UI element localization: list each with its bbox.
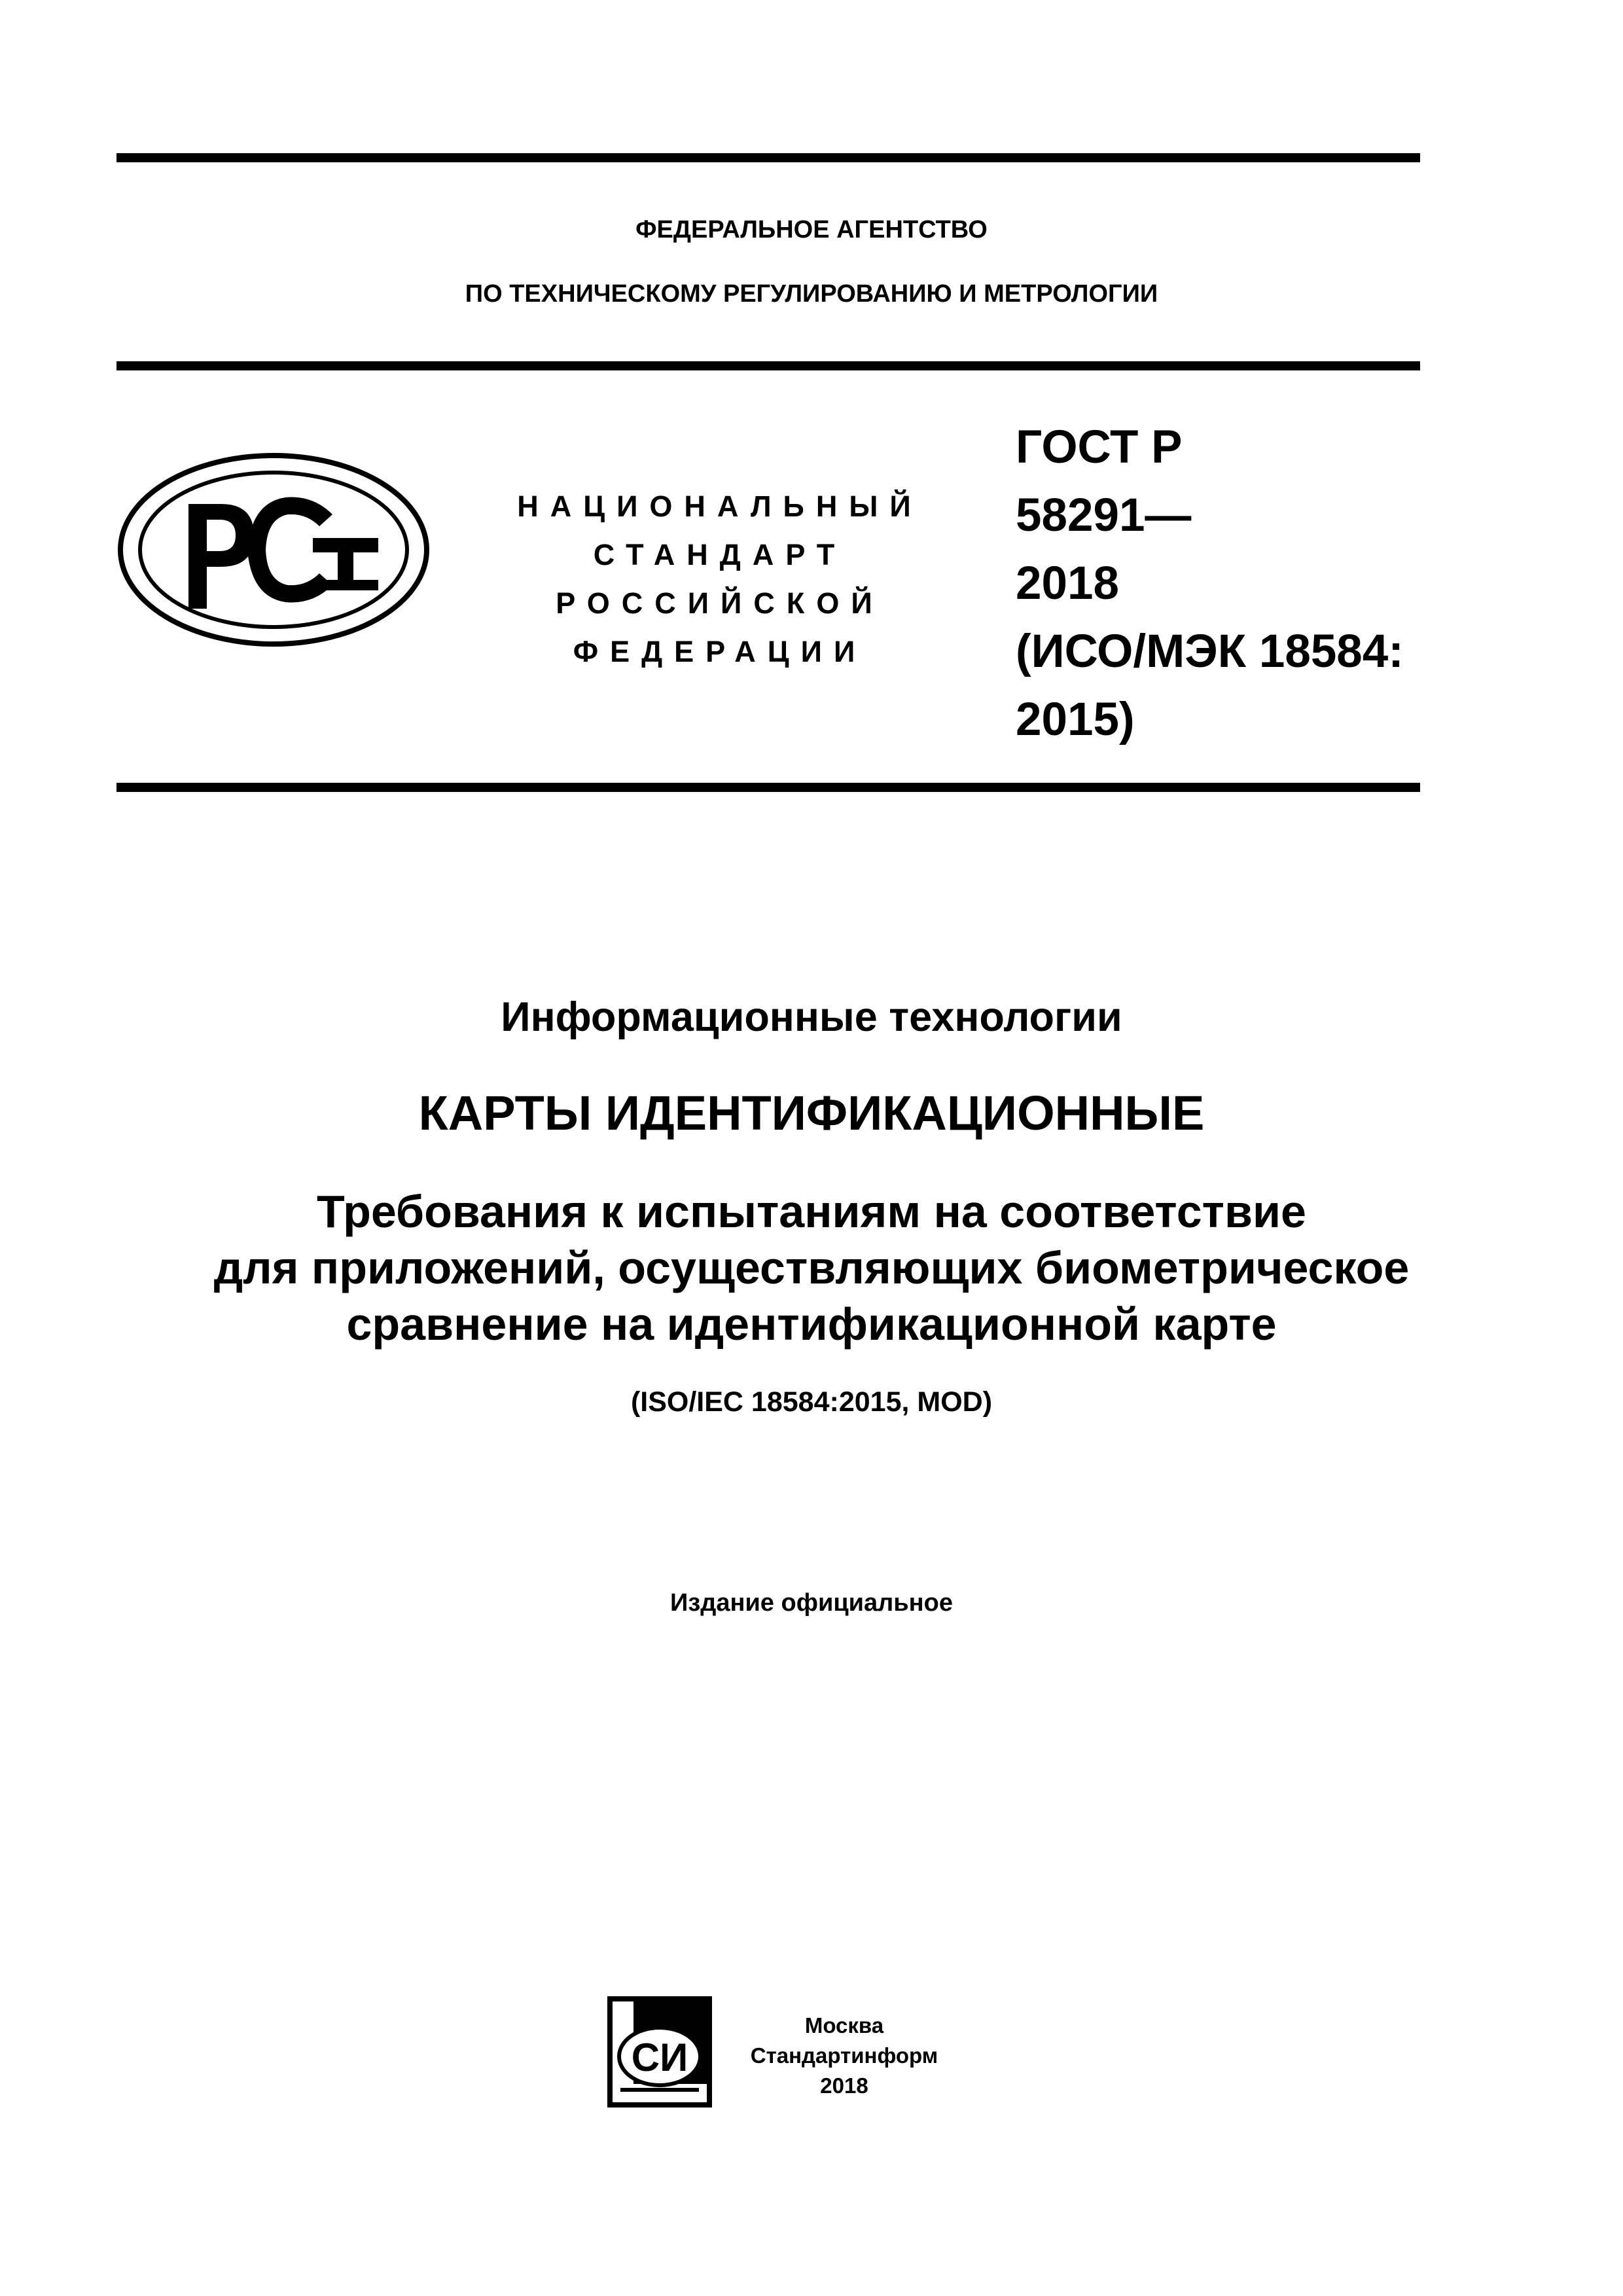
rst-logo-icon [116, 452, 431, 648]
title-reference: (ISO/IEC 18584:2015, MOD) [630, 1386, 993, 1418]
title-sub-line-2: для приложений, осуществляющих биометрическое [213, 1242, 1410, 1293]
publisher-year: 2018 [820, 2073, 868, 2098]
designation-line-4: (ИСО/МЭК 18584: [1016, 626, 1404, 677]
national-standard-line-2: СТАНДАРТ [593, 538, 847, 571]
designation-line-5: 2015) [1016, 694, 1135, 745]
agency-line-2: ПО ТЕХНИЧЕСКОМУ РЕГУЛИРОВАНИЮ И МЕТРОЛОГИИ [465, 280, 1158, 308]
svg-text:СИ: СИ [631, 2036, 688, 2079]
designation-line-2: 58291— [1016, 490, 1192, 541]
title-sub-line-3: сравнение на идентификационной карте [346, 1299, 1277, 1350]
title-sub-line-1: Требования к испытаниям на соответствие [317, 1186, 1306, 1237]
designation-line-1: ГОСТ Р [1016, 422, 1183, 473]
publisher-city: Москва [804, 2013, 884, 2037]
edition-label: Издание официальное [670, 1589, 953, 1617]
national-standard-line-3: РОССИЙСКОЙ [556, 586, 884, 620]
top-rule [116, 153, 1420, 162]
header-rule [116, 361, 1420, 370]
title-main: КАРТЫ ИДЕНТИФИКАЦИОННЫЕ [418, 1086, 1205, 1140]
national-standard-line-4: ФЕДЕРАЦИИ [573, 635, 867, 668]
publisher-name: Стандартинформ [750, 2043, 938, 2068]
national-standard-line-1: НАЦИОНАЛЬНЫЙ [517, 490, 923, 523]
standartinform-logo-icon [607, 1996, 712, 2108]
title-category: Информационные технологии [501, 994, 1122, 1040]
designation-rule [116, 783, 1420, 792]
agency-line-1: ФЕДЕРАЛЬНОЕ АГЕНТСТВО [635, 216, 988, 243]
designation-line-3: 2018 [1016, 558, 1119, 609]
